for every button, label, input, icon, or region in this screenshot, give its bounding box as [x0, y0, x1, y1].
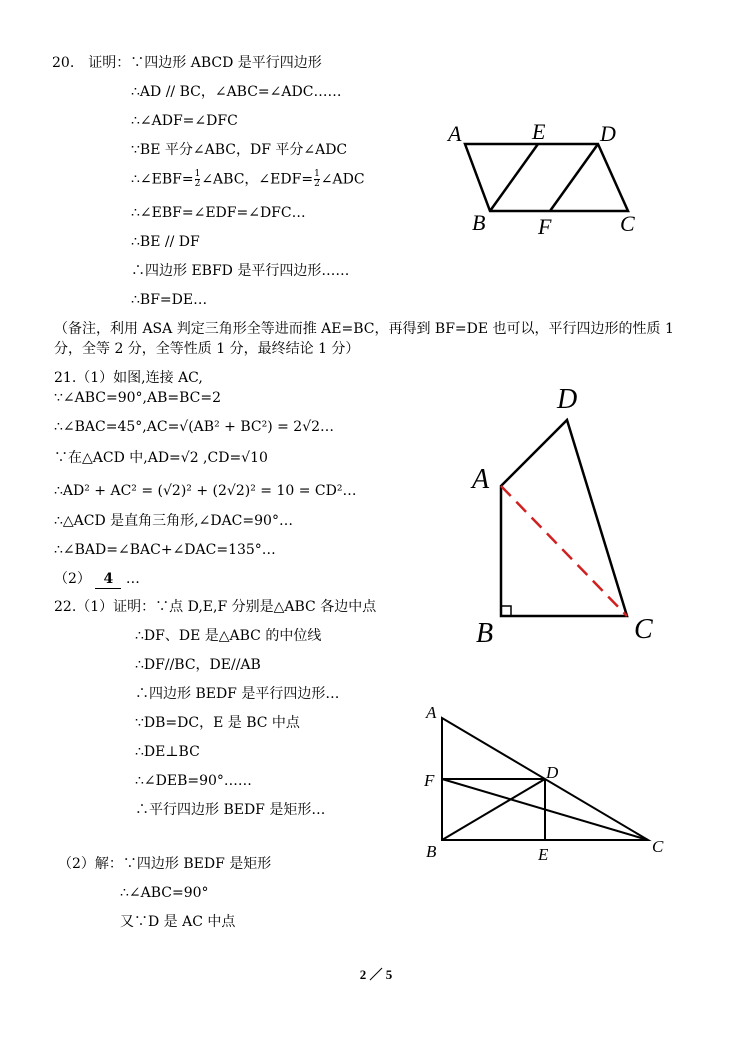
p22-line-6: ∴DE⊥BC — [135, 744, 200, 760]
p22-line-2: ∴DF、DE 是△ABC 的中位线 — [135, 628, 322, 644]
p20-note-line-1: （备注，利用 ASA 判定三角形全等进而推 AE=BC，再得到 BF=DE 也可以，平行四边形的性质 1 — [54, 321, 674, 337]
p20-line-5c: ∠ADC — [320, 171, 365, 188]
label-D: D — [557, 384, 578, 415]
page-number: 2 ／ 5 — [359, 967, 393, 982]
label-E: E — [538, 845, 549, 864]
p20-line-8: ∴四边形 EBFD 是平行四边形…… — [131, 263, 350, 279]
p22-line-4: ∴四边形 BEDF 是平行四边形… — [135, 686, 340, 702]
p21-line-6: ∴△ACD 是直角三角形,∠DAC=90°… — [54, 513, 293, 529]
label-A: A — [472, 464, 490, 495]
label-F: F — [538, 214, 552, 239]
label-D: D — [546, 763, 559, 782]
triangle-figure — [418, 696, 678, 866]
p22-line-11: 又∵D 是 AC 中点 — [120, 914, 236, 930]
label-C: C — [634, 614, 653, 645]
label-C: C — [620, 211, 635, 236]
p20-line-7: ∴BE // DF — [131, 234, 200, 250]
p21-line-7: ∴∠BAD=∠BAC+∠DAC=135°… — [54, 542, 276, 558]
label-E: E — [532, 119, 546, 144]
p22-line-9: （2）解：∵四边形 BEDF 是矩形 — [58, 856, 272, 872]
p21-line-2: ∵∠ABC=90°,AB=BC=2 — [54, 390, 222, 406]
half-fraction-2: $\frac{1}{2}$ — [314, 169, 320, 189]
label-A: A — [448, 121, 462, 146]
label-D: D — [600, 121, 616, 146]
p21-line-5: ∴AD² + AC² = (√2)² + (2√2)² = 10 = CD²… — [54, 483, 357, 499]
p20-line-4: ∵BE 平分∠ABC，DF 平分∠ADC — [131, 142, 348, 158]
p22-line-3: ∴DF//BC，DE//AB — [135, 657, 261, 673]
p20-line-5b: ∠ABC，∠EDF= — [201, 171, 314, 188]
label-A: A — [426, 703, 437, 722]
p20-line-3: ∴∠ADF=∠DFC — [131, 113, 238, 129]
label-B: B — [472, 210, 486, 235]
p21-line-4: ∵在△ACD 中,AD=√2 ,CD=√10 — [54, 450, 268, 466]
p20-line-9: ∴BF=DE… — [131, 292, 208, 308]
p22-line-7: ∴∠DEB=90°…… — [135, 773, 252, 789]
p20-line-5 — [131, 170, 365, 189]
half-fraction: $\frac{1}{2}$ — [194, 169, 201, 189]
answer-blank: 4 — [95, 570, 121, 589]
p20-line-5a: ∴∠EBF= — [131, 171, 194, 188]
p21-line-1: 21.（1）如图,连接 AC, — [54, 370, 203, 386]
label-B: B — [476, 618, 494, 649]
p22-line-1: 22.（1）证明：∵点 D,E,F 分别是△ABC 各边中点 — [54, 599, 377, 615]
p21-line-3: ∴∠BAC=45°,AC=√(AB² + BC²) = 2√2… — [54, 419, 335, 435]
parallelogram-figure — [440, 112, 650, 242]
label-B: B — [426, 842, 437, 861]
quadrilateral-figure — [462, 380, 672, 650]
p22-line-5: ∵DB=DC，E 是 BC 中点 — [135, 715, 300, 731]
p20-note-line-2: 分，全等 2 分，全等性质 1 分，最终结论 1 分） — [54, 341, 360, 357]
p20-line-6: ∴∠EBF=∠EDF=∠DFC… — [131, 205, 306, 221]
p20-line-2: ∴AD // BC，∠ABC=∠ADC…… — [131, 84, 342, 100]
label-F: F — [424, 771, 435, 790]
p21-line-8: （2） 4 … — [54, 571, 140, 587]
p20-line-1: 20. 证明：∵四边形 ABCD 是平行四边形 — [52, 55, 322, 71]
p22-line-10: ∴∠ABC=90° — [120, 885, 209, 901]
p22-line-8: ∴平行四边形 BEDF 是矩形… — [135, 802, 326, 818]
label-C: C — [652, 837, 664, 856]
